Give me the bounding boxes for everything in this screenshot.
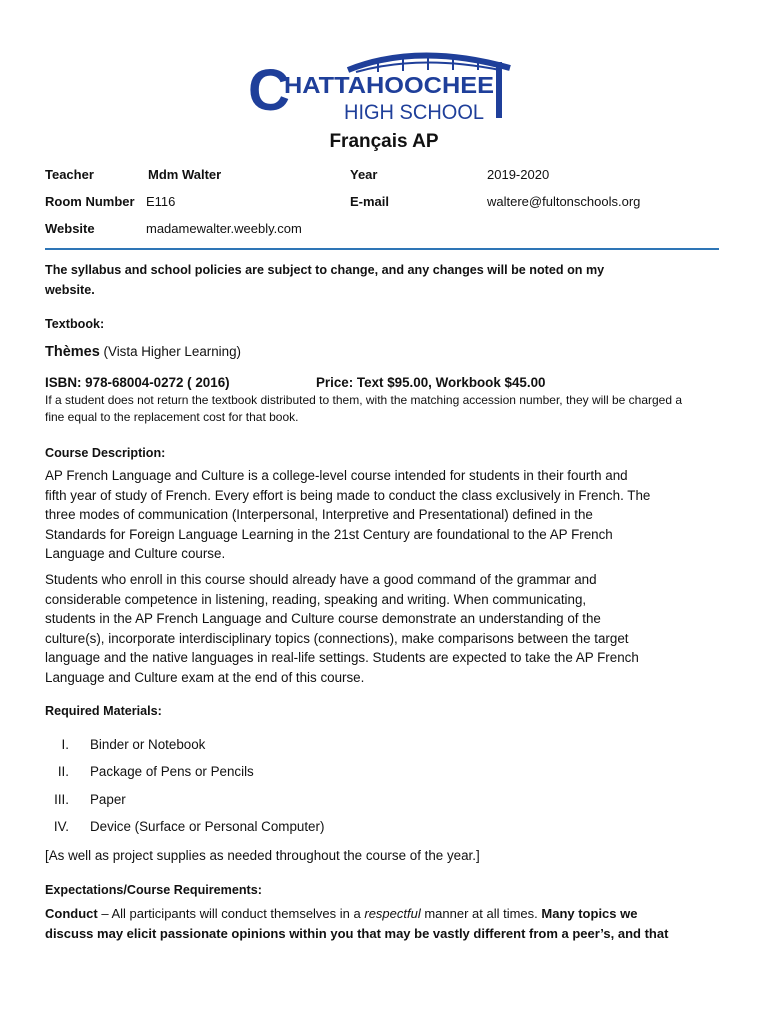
syllabus-page: C HATTAHOOCHEE HIGH SCHOOL Français AP Teacher Mdm Walter Year 2019-2020 Room Number E116 E-mail waltere@fultonschools.org Website madamewalter.weebly.com The syllabus and school policies are subject to change, and any changes will be noted on my website. Textbook: Thèmes (Vista Higher Learning) ISBN: 978-68004-0272 ( 2016) Price: Text $95.00, Workbook $45.00 If a student does not return the textbook distributed to them, with the matching accession number, they will be charged a fine equal to the replacement cost for that book. Course Description: AP French Language and Culture is a college-level course intended for students in their fourth and fifth year of study of French. Every effort is being made to conduct the class exclusively in French. The three modes of communication (Interpersonal, Interpretive and Presentational) defined in the Standards for Foreign Language Learning in the 21st Century are foundational to the AP French Language and Culture course. Students who enroll in this course should already have a good command of the grammar and considerable competence in listening, reading, speaking and writing. When communicating, students in the AP French Language and Culture course demonstrate an understanding of the culture(s), incorporate interdisciplinary topics (connections), make comparisons between the target language and the native languages in real-life settings. Students are expected to take the AP French Language and Culture exam at the end of this course. Required Materials: I. Binder or Notebook II. Package of Pens or Pencils III. Paper IV. Device (Surface or Personal Computer) [As well as project supplies as needed throughout the course of the year.] Expectations/Course Requirements: Conduct – All participants will conduct themselves in a respectful manner at all times. Many topics we discuss may elicit passionate opinions within you that may be vastly different from a peer’s, and that: [0, 0, 768, 1024]
textbook-heading: Textbook:: [45, 317, 105, 331]
header-divider: [45, 248, 719, 250]
website-link[interactable]: madamewalter.weebly.com: [146, 221, 302, 236]
year-label: Year: [350, 167, 378, 182]
room-value: E116: [146, 194, 176, 209]
price: Price: Text $95.00, Workbook $45.00: [316, 375, 546, 390]
textbook-name: Thèmes: [45, 344, 100, 360]
expectations-heading: Expectations/Course Requirements:: [45, 883, 262, 897]
textbook-publisher: (Vista Higher Learning): [103, 344, 241, 359]
policy-notice: The syllabus and school policies are subject to change, and any changes will be noted on my website.: [45, 263, 605, 297]
logo-line2: HIGH SCHOOL: [344, 101, 484, 124]
teacher-label: Teacher: [45, 167, 94, 182]
course-description-p2: Students who enroll in this course should already have a good command of the grammar and considerable competence in listening, reading, speaking and writing. When communicating, students in the AP French Language and Culture course demonstrate an understanding of the culture(s), incorporate interdisciplinary topics (connections), make comparisons between the target language and the native languages in real-life settings. Students are expected to take the AP French Language and Culture exam at the end of this course.: [45, 572, 639, 685]
textbook-return-note: If a student does not return the textbook distributed to them, with the matching accession number, they will be charged a fine equal to the replacement cost for that book.: [45, 393, 683, 424]
teacher-value: Mdm Walter: [148, 167, 222, 182]
page-title: Français AP: [329, 131, 439, 152]
room-label: Room Number: [45, 194, 135, 209]
course-description-heading: Course Description:: [45, 446, 166, 460]
logo-c-letter: C: [248, 58, 290, 123]
conduct-paragraph: Conduct – All participants will conduct themselves in a respectful manner at all times. Many topics we discuss may elicit passionate opinions within you that may be vastly different from a peer’s, and that: [45, 906, 669, 941]
isbn: ISBN: 978-68004-0272 ( 2016): [45, 375, 230, 390]
school-logo: [248, 48, 520, 124]
year-value: 2019-2020: [487, 167, 550, 182]
email-label: E-mail: [350, 194, 390, 209]
conduct-label: Conduct: [45, 906, 98, 921]
email-link[interactable]: waltere@fultonschools.org: [487, 194, 641, 209]
website-label: Website: [45, 221, 95, 236]
textbook-title-line: [45, 342, 241, 363]
course-description-p1: AP French Language and Culture is a college-level course intended for students in their fourth and fifth year of study of French. Every effort is being made to conduct the class exclusively in French. The three modes of communication (Interpersonal, Interpretive and Presentational) defined in the Standards for Foreign Language Learning in the 21st Century are foundational to the AP French Language and Culture course.: [45, 468, 651, 562]
materials-heading: Required Materials:: [45, 704, 162, 718]
logo-line1: HATTAHOOCHEE: [284, 72, 494, 98]
materials-note: [As well as project supplies as needed throughout the course of the year.]: [45, 848, 480, 863]
